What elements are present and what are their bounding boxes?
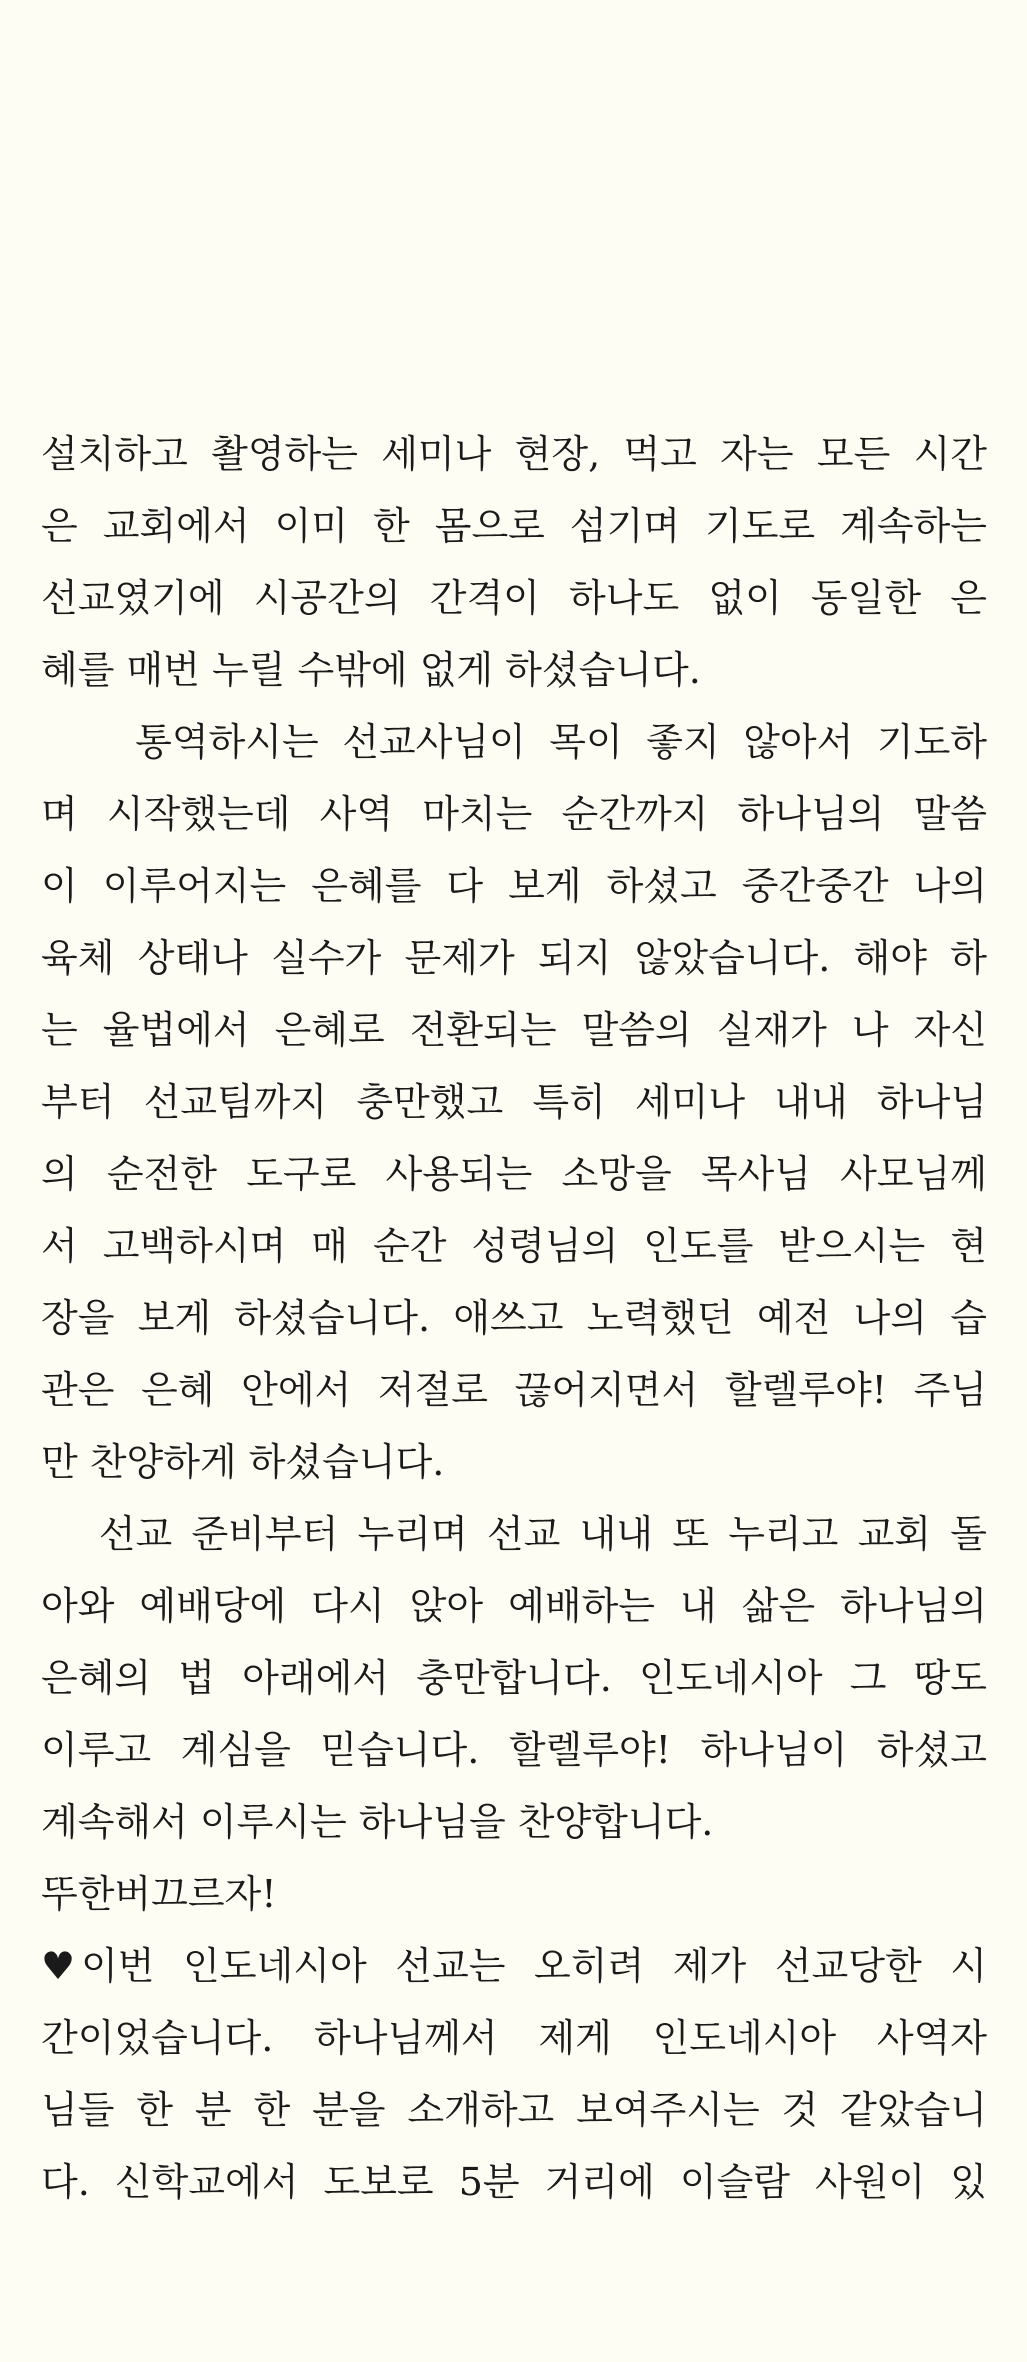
text-line: 뚜한버끄르자! (41, 1872, 277, 1916)
heart-icon: ♥ (41, 1944, 76, 1988)
text-line: 며 시작했는데 사역 마치는 순간까지 하나님의 말씀 (41, 792, 987, 836)
text-line: 계속해서 이루시는 하나님을 찬양합니다. (41, 1800, 714, 1844)
text-line: 관은 은혜 안에서 저절로 끊어지면서 할렐루야! 주님 (41, 1368, 987, 1412)
text-line: 선교였기에 시공간의 간격이 하나도 없이 동일한 은 (41, 576, 987, 620)
text-line: 는 율법에서 은혜로 전환되는 말씀의 실재가 나 자신 (41, 1008, 987, 1052)
text-line: 님들 한 분 한 분을 소개하고 보여주시는 것 같았습니 (41, 2088, 987, 2132)
text-line: 부터 선교팀까지 충만했고 특히 세미나 내내 하나님 (41, 1080, 987, 1124)
text-line-content: 이번 인도네시아 선교는 오히려 제가 선교당한 시 (81, 1944, 987, 1988)
text-line: 만 찬양하게 하셨습니다. (41, 1440, 445, 1484)
text-line: 육체 상태나 실수가 문제가 되지 않았습니다. 해야 하 (41, 936, 987, 980)
text-line: 은혜의 법 아래에서 충만합니다. 인도네시아 그 땅도 (41, 1656, 987, 1700)
document-body (41, 418, 987, 2218)
text-line: 다. 신학교에서 도보로 5분 거리에 이슬람 사원이 있 (41, 2160, 987, 2204)
text-line (41, 1930, 987, 2002)
text-line: 아와 예배당에 다시 앉아 예배하는 내 삶은 하나님의 (41, 1584, 987, 1628)
text-line: 서 고백하시며 매 순간 성령님의 인도를 받으시는 현 (41, 1224, 987, 1268)
text-line: 혜를 매번 누릴 수밖에 없게 하셨습니다. (41, 648, 701, 692)
text-line: 간이었습니다. 하나님께서 제게 인도네시아 사역자 (41, 2016, 987, 2060)
text-line: 이루고 계심을 믿습니다. 할렐루야! 하나님이 하셨고 (41, 1728, 987, 1772)
text-line: 통역하시는 선교사님이 목이 좋지 않아서 기도하 (41, 720, 987, 764)
text-line: 장을 보게 하셨습니다. 애쓰고 노력했던 예전 나의 습 (41, 1296, 987, 1340)
text-line: 의 순전한 도구로 사용되는 소망을 목사님 사모님께 (41, 1152, 987, 1196)
text-line: 설치하고 촬영하는 세미나 현장, 먹고 자는 모든 시간 (41, 432, 987, 476)
text-line: 이 이루어지는 은혜를 다 보게 하셨고 중간중간 나의 (41, 864, 987, 908)
text-line: 은 교회에서 이미 한 몸으로 섬기며 기도로 계속하는 (41, 504, 987, 548)
text-line: 선교 준비부터 누리며 선교 내내 또 누리고 교회 돌 (41, 1512, 987, 1556)
